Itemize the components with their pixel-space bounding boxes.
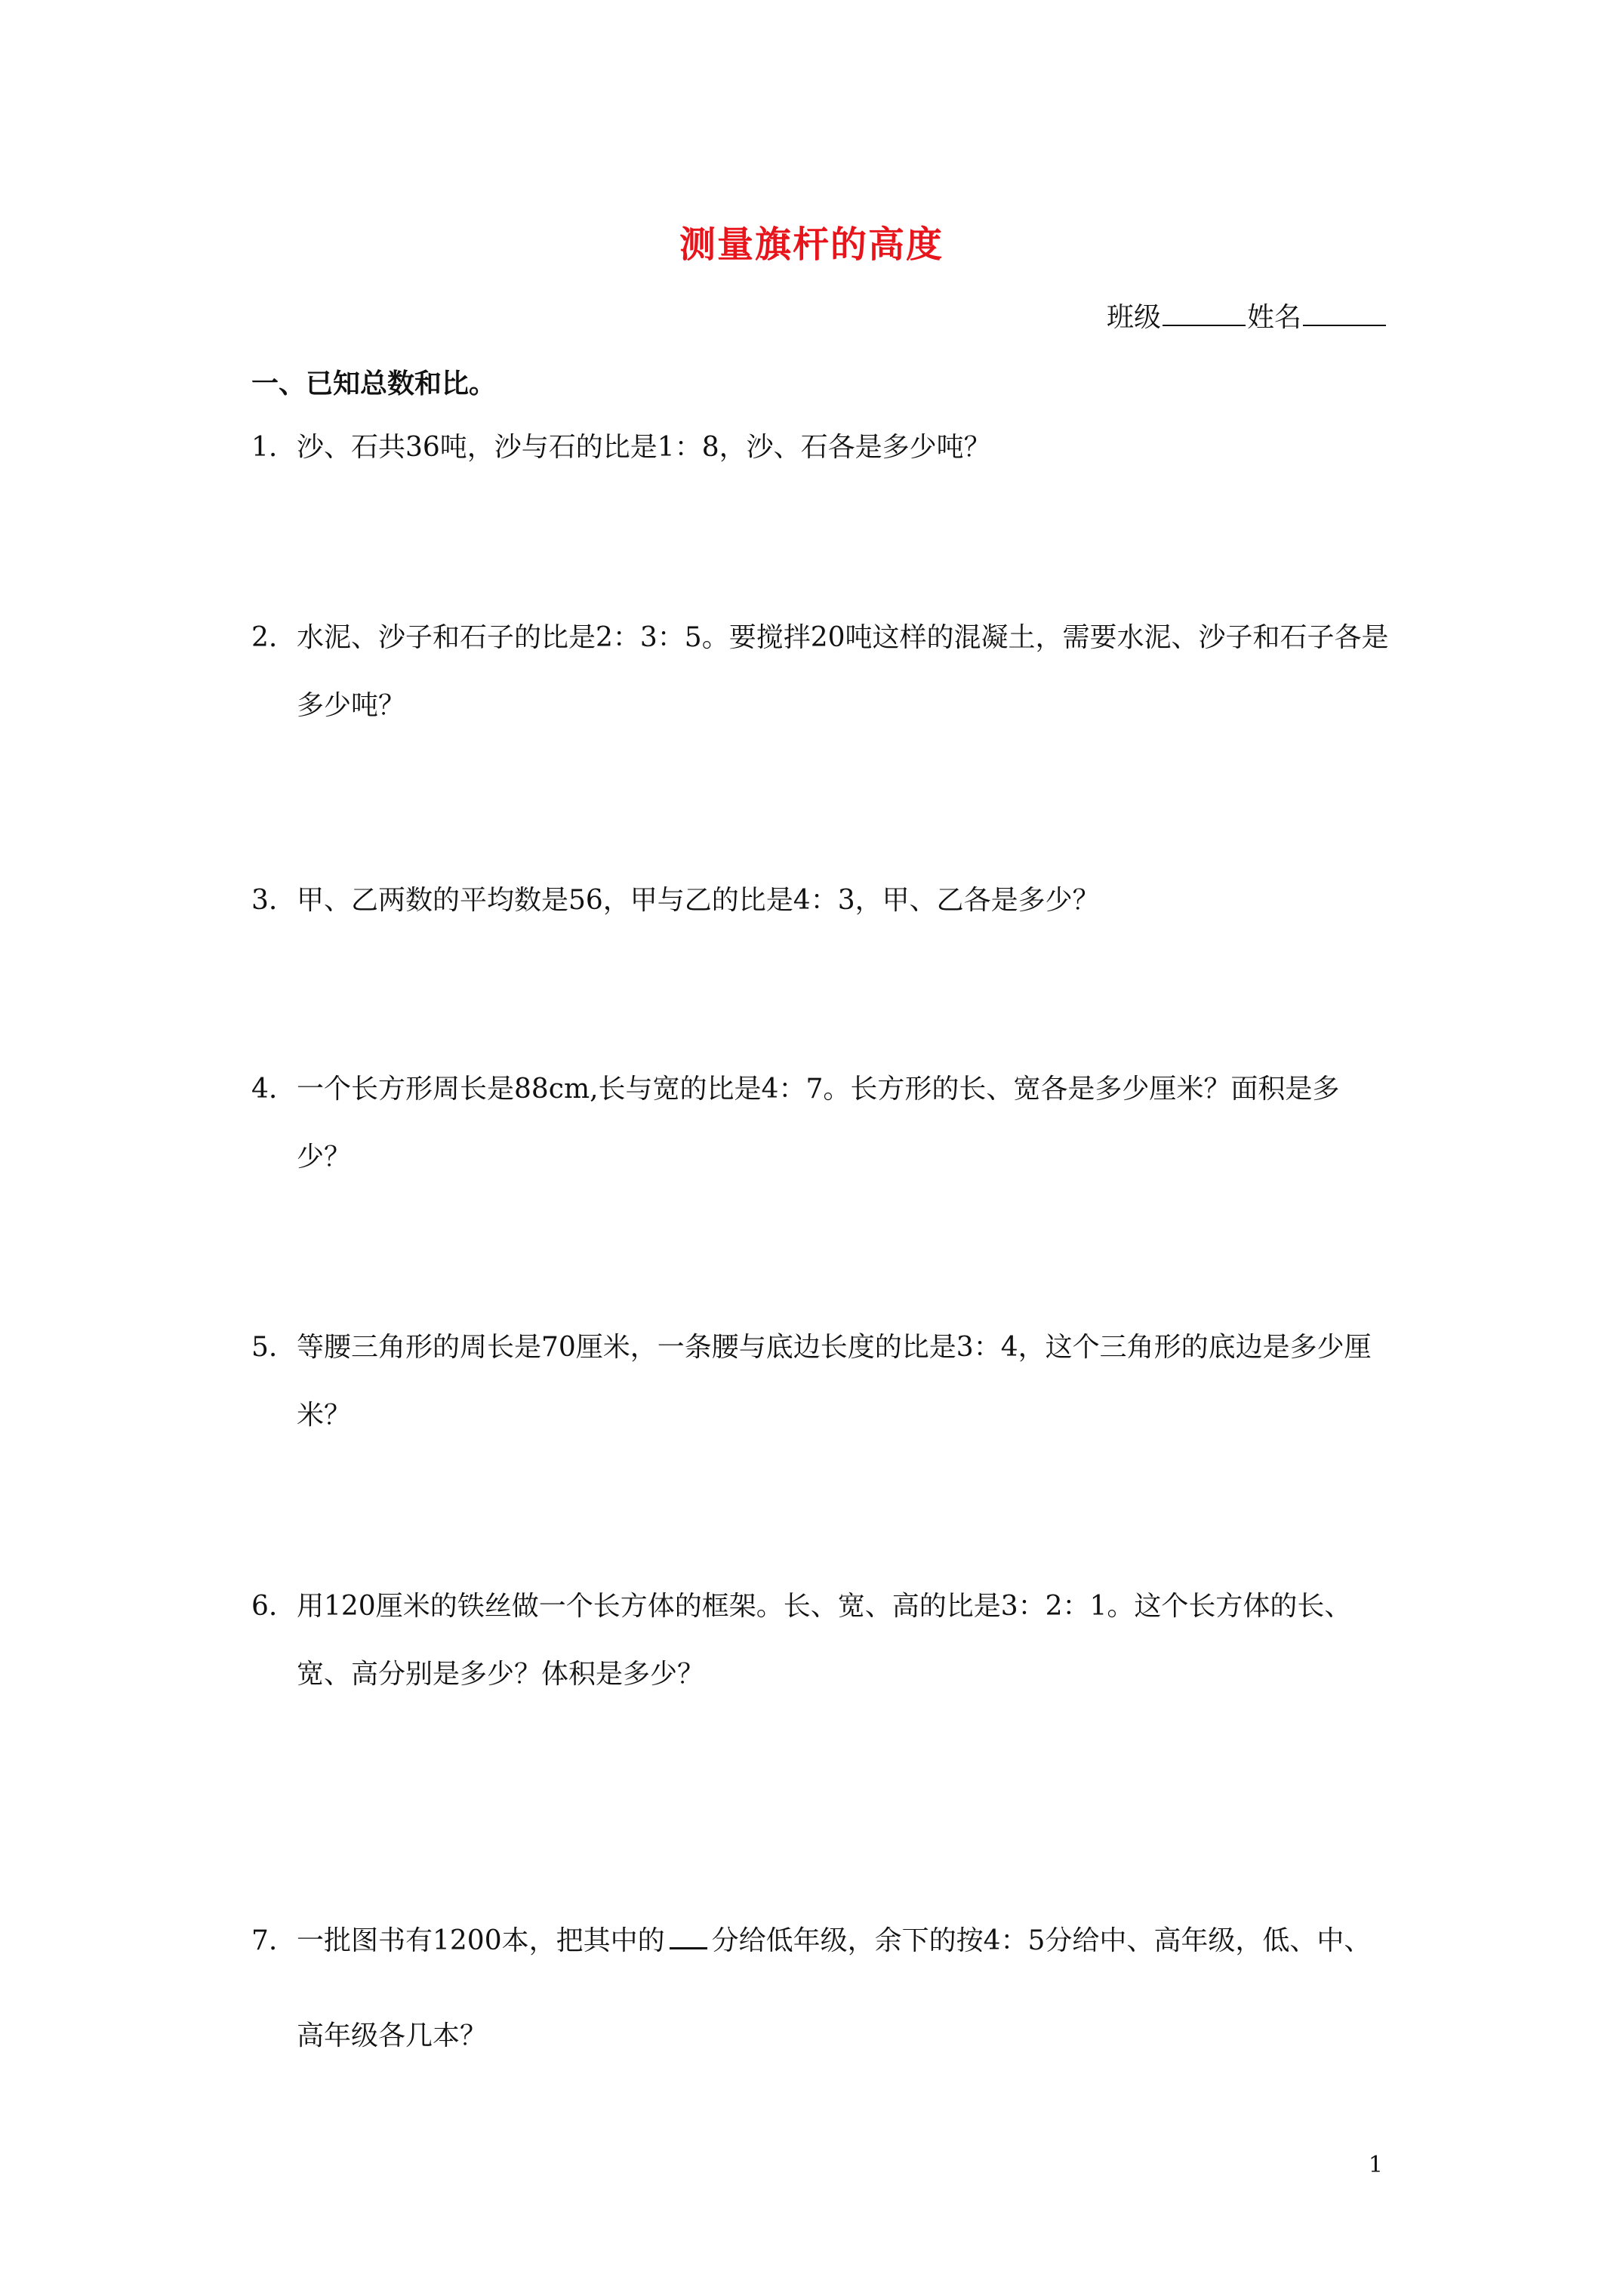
question-number: 6. — [251, 1591, 278, 1622]
question-number: 2. — [251, 622, 278, 653]
class-blank[interactable] — [1163, 302, 1246, 326]
question-4 — [251, 1056, 1391, 1191]
class-label: 班级 — [1106, 302, 1161, 333]
question-number: 1. — [251, 432, 278, 463]
question-text: 一个长方形周长是88cm,长与宽的比是4：7。长方形的长、宽各是多少厘米？面积是多少？ — [297, 1074, 1340, 1173]
fraction-blank — [670, 1925, 707, 1949]
question-text: 等腰三角形的周长是70厘米，一条腰与底边长度的比是3：4，这个三角形的底边是多少厘米？ — [297, 1332, 1372, 1431]
question-text: 水泥、沙子和石子的比是2：3：5。要搅拌20吨这样的混凝土，需要水泥、沙子和石子各是多少吨？ — [297, 622, 1389, 721]
question-number: 4. — [251, 1074, 278, 1105]
section-heading: 一、已知总数和比。 — [251, 368, 497, 399]
question-7 — [251, 1894, 1391, 2084]
question-number: 3. — [251, 885, 278, 916]
class-name-line — [1107, 296, 1387, 334]
question-6 — [251, 1573, 1391, 1709]
page-number: 1 — [1368, 2152, 1383, 2178]
question-2 — [251, 604, 1391, 740]
page-title: 测量旗杆的高度 — [679, 223, 944, 266]
question-1 — [251, 414, 1391, 482]
question-text-before: 一批图书有1200本，把其中的 — [297, 1925, 665, 1956]
name-label: 姓名 — [1246, 302, 1301, 333]
question-3 — [251, 867, 1391, 935]
question-5 — [251, 1314, 1391, 1450]
question-text: 用120厘米的铁丝做一个长方体的框架。长、宽、高的比是3：2：1。这个长方体的长、宽、高分别是多少？体积是多少？ — [297, 1591, 1352, 1690]
question-number: 5. — [251, 1332, 278, 1363]
question-text: 沙、石共36吨，沙与石的比是1：8，沙、石各是多少吨？ — [297, 432, 991, 463]
question-text — [297, 1894, 1391, 2084]
question-text: 甲、乙两数的平均数是56，甲与乙的比是4：3，甲、乙各是多少？ — [297, 885, 1100, 916]
question-number: 7. — [251, 1925, 278, 1956]
question-text-after: 分给低年级，余下的按4：5分给中、高年级，低、中、高年级各几本？ — [297, 1925, 1372, 2051]
name-blank[interactable] — [1303, 302, 1386, 326]
